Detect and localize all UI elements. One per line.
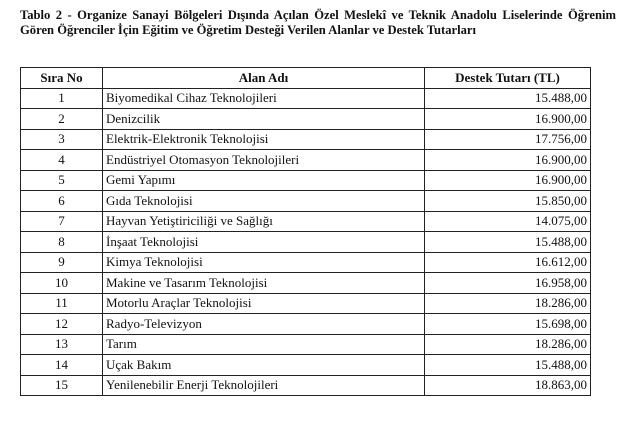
row-number-cell: 13 [21,334,103,355]
support-amount-cell: 15.698,00 [425,314,591,335]
field-name-cell: Denizcilik [103,109,425,130]
field-name-cell: Yenilenebilir Enerji Teknolojileri [103,375,425,396]
row-number-cell: 7 [21,211,103,232]
row-number-cell: 3 [21,129,103,150]
row-number-cell: 6 [21,191,103,212]
table-body [21,88,591,396]
support-amount-cell: 17.756,00 [425,129,591,150]
table-row [21,334,591,355]
field-name-cell: Hayvan Yetiştiriciliği ve Sağlığı [103,211,425,232]
row-number-cell: 2 [21,109,103,130]
field-name-cell: Gemi Yapımı [103,170,425,191]
table-row [21,150,591,171]
field-name-cell: İnşaat Teknolojisi [103,232,425,253]
row-number-cell: 12 [21,314,103,335]
table-row [21,375,591,396]
header-alan-adi: Alan Adı [103,68,425,89]
row-number-cell: 4 [21,150,103,171]
field-name-cell: Uçak Bakım [103,355,425,376]
field-name-cell: Gıda Teknolojisi [103,191,425,212]
support-amount-cell: 15.488,00 [425,232,591,253]
support-amount-cell: 18.286,00 [425,293,591,314]
support-amount-cell: 18.286,00 [425,334,591,355]
row-number-cell: 1 [21,88,103,109]
table-row [21,273,591,294]
support-amounts-table [20,67,591,396]
row-number-cell: 10 [21,273,103,294]
field-name-cell: Elektrik-Elektronik Teknolojisi [103,129,425,150]
row-number-cell: 14 [21,355,103,376]
table-row [21,252,591,273]
support-amount-cell: 16.958,00 [425,273,591,294]
table-row [21,170,591,191]
table-row [21,355,591,376]
field-name-cell: Biyomedikal Cihaz Teknolojileri [103,88,425,109]
field-name-cell: Motorlu Araçlar Teknolojisi [103,293,425,314]
table-row [21,129,591,150]
support-amount-cell: 15.488,00 [425,355,591,376]
table-row [21,191,591,212]
row-number-cell: 15 [21,375,103,396]
row-number-cell: 5 [21,170,103,191]
row-number-cell: 8 [21,232,103,253]
support-amount-cell: 16.900,00 [425,109,591,130]
field-name-cell: Endüstriyel Otomasyon Teknolojileri [103,150,425,171]
table-row [21,211,591,232]
header-destek-tutari: Destek Tutarı (TL) [425,68,591,89]
support-amount-cell: 18.863,00 [425,375,591,396]
table-caption: Tablo 2 - Organize Sanayi Bölgeleri Dışında Açılan Özel Meslekî ve Teknik Anadolu Liselerinde Öğrenim Gören Öğrenciler İçin Eğitim ve Öğretim Desteği Verilen Alanlar ve Destek Tutarları [20,8,616,37]
table-row [21,88,591,109]
field-name-cell: Makine ve Tasarım Teknolojisi [103,273,425,294]
field-name-cell: Tarım [103,334,425,355]
row-number-cell: 9 [21,252,103,273]
support-amount-cell: 14.075,00 [425,211,591,232]
table-row [21,109,591,130]
header-sira-no: Sıra No [21,68,103,89]
table-row [21,232,591,253]
support-amount-cell: 16.900,00 [425,150,591,171]
table-row [21,314,591,335]
support-amount-cell: 16.612,00 [425,252,591,273]
field-name-cell: Kimya Teknolojisi [103,252,425,273]
support-amount-cell: 16.900,00 [425,170,591,191]
support-amount-cell: 15.488,00 [425,88,591,109]
support-amount-cell: 15.850,00 [425,191,591,212]
field-name-cell: Radyo-Televizyon [103,314,425,335]
table-row [21,293,591,314]
row-number-cell: 11 [21,293,103,314]
table-header-row [21,68,591,89]
